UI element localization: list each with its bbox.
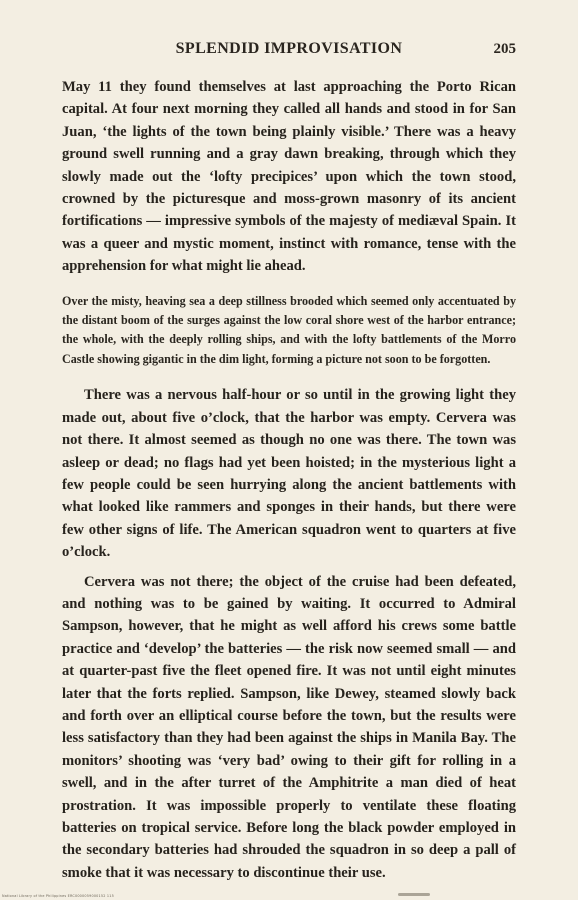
page-header [62,40,516,62]
page-number: 205 [493,41,516,57]
paragraph-bombardment: Cervera was not there; the object of the cruise had been defeated, and nothing was to be gained by waiting. It occurred to Admiral Sampson, however, that he might as well afford his crews some battle practice and ‘develop’ the batteries — the risk now seemed small — and at quarter-past five the fleet opened fire. It was not until eight minutes later that the forts replied. Sampson, like Dewey, steamed slowly back and forth over an elliptical course before the town, but the results were less satisfactory than they had been against the ships in Manila Bay. The monitors’ shooting was ‘very bad’ owing to their gift for rolling in a swell, and in the after turret of the Amphitrite a man died of heat prostration. It was impossible properly to ventilate these floating batteries on tropical service. Before long the black powder employed in the secondary batteries had shrouded the squadron in so deep a pall of smoke that it was necessary to discontinue their use. [62,573,516,881]
library-stamp: National Library of the Philippines ERC0000059000152 115 [2,894,114,898]
body-text [62,76,516,884]
running-title: SPLENDID IMPROVISATION [175,40,403,57]
scan-mark [398,893,430,896]
paragraph-harbor-empty: There was a nervous half-hour or so until in the growing light they made out, about five o’clock, that the harbor was empty. Cervera was not there. It almost seemed as though no one was there. The town was asleep or dead; no flags had yet been hoisted; in the mysterious light a few people could be seen hurrying along the ancient battlements with what looked like rammers and sponges in their hands, but there were few other signs of life. The American squadron went to quarters at five o’clock. [62,387,516,561]
block-quote: Over the misty, heaving sea a deep stillness brooded which seemed only accentuated by the distant boom of the surges against the low coral shore west of the harbor entrance; the whole, with the deeply rolling ships, and with the lofty battlements of the Morro Castle showing gigantic in the dim light, forming a picture not soon to be forgotten. [62,293,516,366]
paragraph-approach: May 11 they found themselves at last approaching the Porto Rican capital. At four next morning they called all hands and stood in for San Juan, ‘the lights of the town being plainly visible.’ There was a heavy ground swell running and a gray dawn breaking, through which they slowly made out the ‘lofty precipices’ upon which the town stood, crowned by the picturesque and moss-grown masonry of its ancient fortifications — impressive symbols of the majesty of mediæval Spain. It was a queer and mystic moment, instinct with romance, tense with the apprehension for what might lie ahead. [62,79,516,275]
